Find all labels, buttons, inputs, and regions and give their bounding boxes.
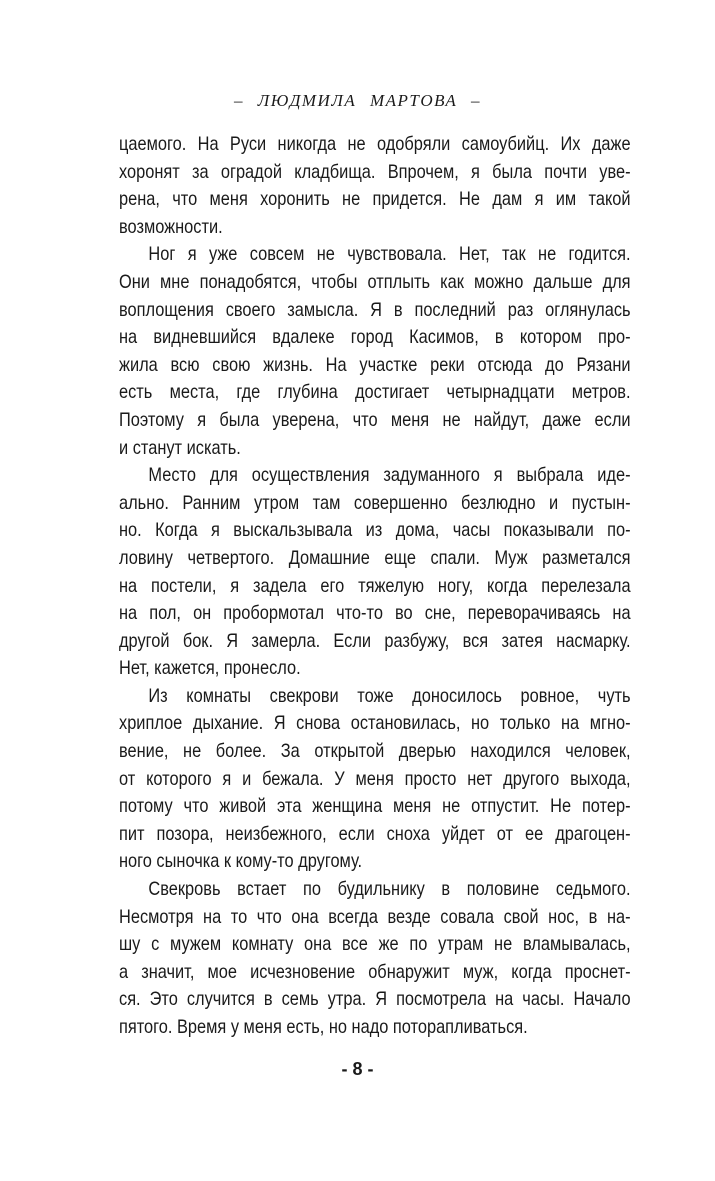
text-line: Поэтому я была уверена, что меня не найдут, даже если	[119, 408, 631, 431]
text-line: а значит, мое исчезновение обнаружит муж, когда проснет-	[119, 960, 631, 983]
text-line: возможности.	[119, 215, 223, 238]
text-line: ся. Это случится в семь утра. Я посмотрела на часы. Начало	[119, 988, 631, 1011]
text-line: Они мне понадобятся, чтобы отплыть как можно дальше для	[119, 270, 631, 293]
body-text	[119, 131, 631, 1042]
text-line: воплощения своего замысла. Я в последний раз оглянулась	[119, 298, 631, 321]
text-line: хоронят за оградой кладбища. Впрочем, я была почти уве-	[119, 160, 631, 183]
paragraph	[119, 683, 631, 876]
page-number: - 8 -	[341, 1059, 374, 1079]
text-line: Из комнаты свекрови тоже доносилось ровное, чуть	[148, 684, 631, 707]
text-line: на пол, он пробормотал что-то во сне, переворачиваясь на	[119, 602, 631, 625]
text-line: от которого я и бежала. У меня просто нет другого выхода,	[119, 767, 631, 790]
text-line: жила всю свою жизнь. На участке реки отсюда до Рязани	[119, 353, 631, 376]
text-line: и станут искать.	[119, 436, 241, 459]
text-line: Ног я уже совсем не чувствовала. Нет, так не годится.	[148, 243, 631, 266]
text-line: ного сыночка к кому-то другому.	[119, 850, 363, 873]
text-line: Свекровь встает по будильнику в половине седьмого.	[148, 878, 631, 901]
paragraph	[119, 876, 631, 1042]
paragraph	[119, 131, 631, 241]
text-line: ально. Ранним утром там совершенно безлюдно и пустын-	[119, 491, 631, 514]
text-line: Нет, кажется, пронесло.	[119, 657, 301, 680]
text-line: потому что живой эта женщина меня не отпустит. Не потер-	[119, 795, 631, 818]
text-line: пятого. Время у меня есть, но надо поторапливаться.	[119, 1016, 528, 1038]
running-header: – ЛЮДМИЛА МАРТОВА –	[233, 91, 482, 110]
text-line: но. Когда я выскальзывала из дома, часы показывали по-	[119, 519, 631, 542]
text-line: на видневшийся вдалеке город Касимов, в котором про-	[119, 326, 631, 349]
text-line: рена, что меня хоронить не придется. Не дам я им такой	[119, 188, 631, 211]
text-line: пит позора, неизбежного, если сноха уйдет от ее драгоцен-	[119, 822, 631, 845]
text-line: есть места, где глубина достигает четырнадцати метров.	[119, 381, 631, 404]
text-line: ловину четвертого. Домашние еще спали. Муж разметался	[119, 546, 631, 569]
text-line: хриплое дыхание. Я снова остановилась, но только на мгно-	[119, 712, 631, 735]
text-line: шу с мужем комнату она все же по утрам не вламывалась,	[119, 933, 631, 956]
text-line: Несмотря на то что она всегда везде совала свой нос, в на-	[119, 905, 631, 928]
text-line: вение, не более. За открытой дверью находился человек,	[119, 740, 631, 763]
text-line: цаемого. На Руси никогда не одобряли самоубийц. Их даже	[119, 133, 631, 155]
paragraph	[119, 241, 631, 462]
paragraph	[119, 462, 631, 683]
text-line: Место для осуществления задуманного я выбрала иде-	[148, 464, 631, 487]
text-line: другой бок. Я замерла. Если разбужу, вся затея насмарку.	[119, 629, 631, 652]
text-line: на постели, я задела его тяжелую ногу, когда перелезала	[119, 574, 631, 597]
